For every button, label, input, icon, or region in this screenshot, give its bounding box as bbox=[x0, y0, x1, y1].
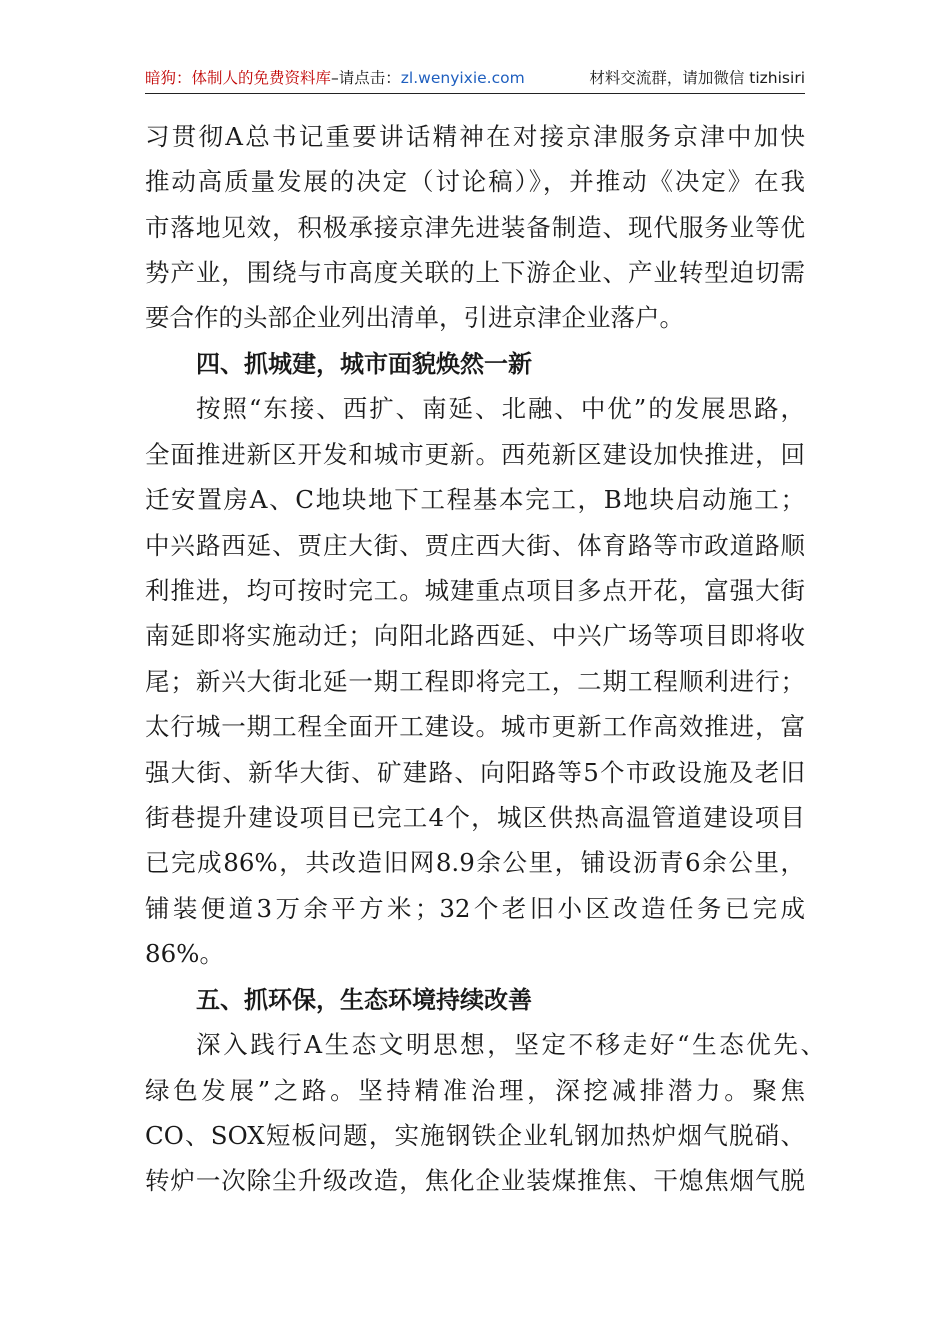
paragraph-line: 市落地见效，积极承接京津先进装备制造、现代服务业等优 bbox=[145, 213, 805, 242]
paragraph-line: 要合作的头部企业列出清单，引进京津企业落户。 bbox=[145, 303, 684, 332]
header-wechat-note: 材料交流群，请加微信 tizhisiri bbox=[589, 69, 805, 87]
paragraph-line: 太行城一期工程全面开工建设。城市更新工作高效推进，富 bbox=[145, 712, 805, 741]
header-prompt: –请点击： bbox=[331, 69, 401, 87]
section-heading: 四、抓城建，城市面貌焕然一新 bbox=[196, 350, 532, 378]
paragraph-line: 中兴路西延、贾庄大街、贾庄西大街、体育路等市政道路顺 bbox=[145, 531, 805, 560]
section-heading: 五、抓环保，生态环境持续改善 bbox=[196, 986, 532, 1014]
paragraph-line: 绿色发展”之路。坚持精准治理，深挖减排潜力。聚焦 bbox=[145, 1076, 805, 1105]
paragraph-line: CO、SOX短板问题，实施钢铁企业轧钢加热炉烟气脱硝、 bbox=[145, 1121, 805, 1150]
paragraph-line: 利推进，均可按时完工。城建重点项目多点开花，富强大街 bbox=[145, 576, 805, 605]
paragraph-line: 按照“东接、西扩、南延、北融、中优”的发展思路， bbox=[196, 394, 805, 423]
paragraph-line: 强大街、新华大街、矿建路、向阳路等5个市政设施及老旧 bbox=[145, 758, 805, 787]
paragraph-line: 全面推进新区开发和城市更新。西苑新区建设加快推进，回 bbox=[145, 440, 805, 469]
paragraph-line: 推动高质量发展的决定（讨论稿）》，并推动《决定》在我 bbox=[145, 167, 805, 196]
paragraph-line: 已完成86%，共改造旧网8.9余公里，铺设沥青6余公里， bbox=[145, 848, 805, 877]
header-link[interactable]: zl.wenyixie.com bbox=[400, 69, 525, 87]
paragraph-line: 尾；新兴大街北延一期工程即将完工，二期工程顺利进行； bbox=[145, 667, 805, 696]
header-divider bbox=[145, 93, 805, 94]
paragraph-line: 迁安置房A、C地块地下工程基本完工，B地块启动施工； bbox=[145, 485, 805, 514]
header-brand: 暗狗：体制人的免费资料库 bbox=[145, 69, 332, 87]
paragraph-line: 南延即将实施动迁；向阳北路西延、中兴广场等项目即将收 bbox=[145, 621, 805, 650]
paragraph-line: 铺装便道3万余平方米；32个老旧小区改造任务已完成 bbox=[145, 894, 805, 923]
paragraph-line: 势产业，围绕与市高度关联的上下游企业、产业转型迫切需 bbox=[145, 258, 805, 287]
paragraph-line: 街巷提升建设项目已完工4个，城区供热高温管道建设项目 bbox=[145, 803, 805, 832]
paragraph-line: 转炉一次除尘升级改造，焦化企业装煤推焦、干熄焦烟气脱 bbox=[145, 1166, 805, 1195]
paragraph-line: 86%。 bbox=[145, 939, 224, 968]
paragraph-line: 深入践行A生态文明思想，坚定不移走好“生态优先、 bbox=[196, 1030, 825, 1059]
page-header bbox=[145, 66, 805, 92]
paragraph-line: 习贯彻A总书记重要讲话精神在对接京津服务京津中加快 bbox=[145, 122, 805, 151]
